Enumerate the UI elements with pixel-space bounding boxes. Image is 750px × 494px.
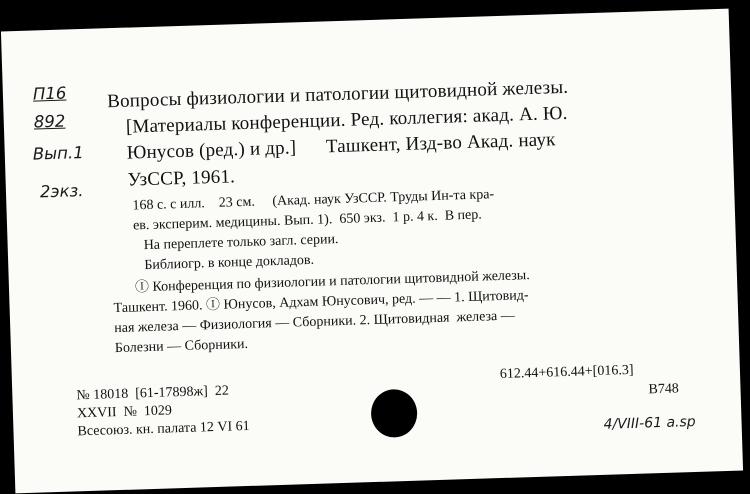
copies-mark-text: 2экз. [39, 181, 84, 202]
tracing-line-1: Ⓘ Конференция по физиологии и патологии щитовидной железы. [134, 268, 530, 296]
collation-line-4: Библиогр. в конце докладов. [144, 252, 315, 274]
volume-mark [32, 143, 83, 164]
title-line-3: Юнусов (ред.) и др.] Ташкент, Изд-во Акад. наук [126, 129, 556, 164]
collation-line-2: ев. эксперим. медицины. Вып. 1). 650 экз. 1 р. 4 к. В пер. [132, 207, 483, 234]
call-number-text: 892 [33, 111, 66, 132]
shelf-mark [33, 84, 67, 104]
copies-mark [40, 181, 84, 201]
shelf-mark-text: П16 [32, 83, 67, 104]
punch-hole [370, 389, 417, 438]
title-line-4: УзССР, 1961. [127, 166, 236, 191]
tracing-line-3: ная железа — Физиология — Сборники. 2. Щитовидная железа — [114, 308, 516, 337]
catalog-card [1, 9, 743, 494]
title-line-2: [Материалы конференции. Ред. коллегия: акад. А. Ю. [125, 102, 568, 138]
footer-left-line-1: № 18018 [61-17898ж] 22 [76, 383, 230, 404]
volume-mark-text: Вып.1 [32, 143, 84, 164]
handwritten-date: 4/VIII-61 a.sp [603, 413, 696, 433]
title-line-1: Вопросы физиологии и патологии щитовидной железы. [106, 76, 569, 113]
footer-left-line-3: Всесоюз. кн. палата 12 VI 61 [77, 418, 250, 440]
footer-left-line-2: XXVII № 1029 [76, 403, 173, 422]
tracing-line-2: Ташкент. 1960. Ⓘ Юнусов, Адхам Юнусович, ред. — — 1. Щитовид- [113, 288, 529, 317]
classification-code: 612.44+616.44+[016.3] [499, 362, 634, 383]
collation-line-1: 168 с. с илл. 23 см. (Акад. наук УзССР. Труды Ин-та кра- [132, 187, 495, 214]
book-code: B748 [648, 381, 680, 398]
call-number [33, 112, 65, 132]
tracing-line-4: Болезни — Сборники. [114, 336, 249, 357]
collation-line-3: На переплете только загл. серии. [143, 232, 339, 254]
